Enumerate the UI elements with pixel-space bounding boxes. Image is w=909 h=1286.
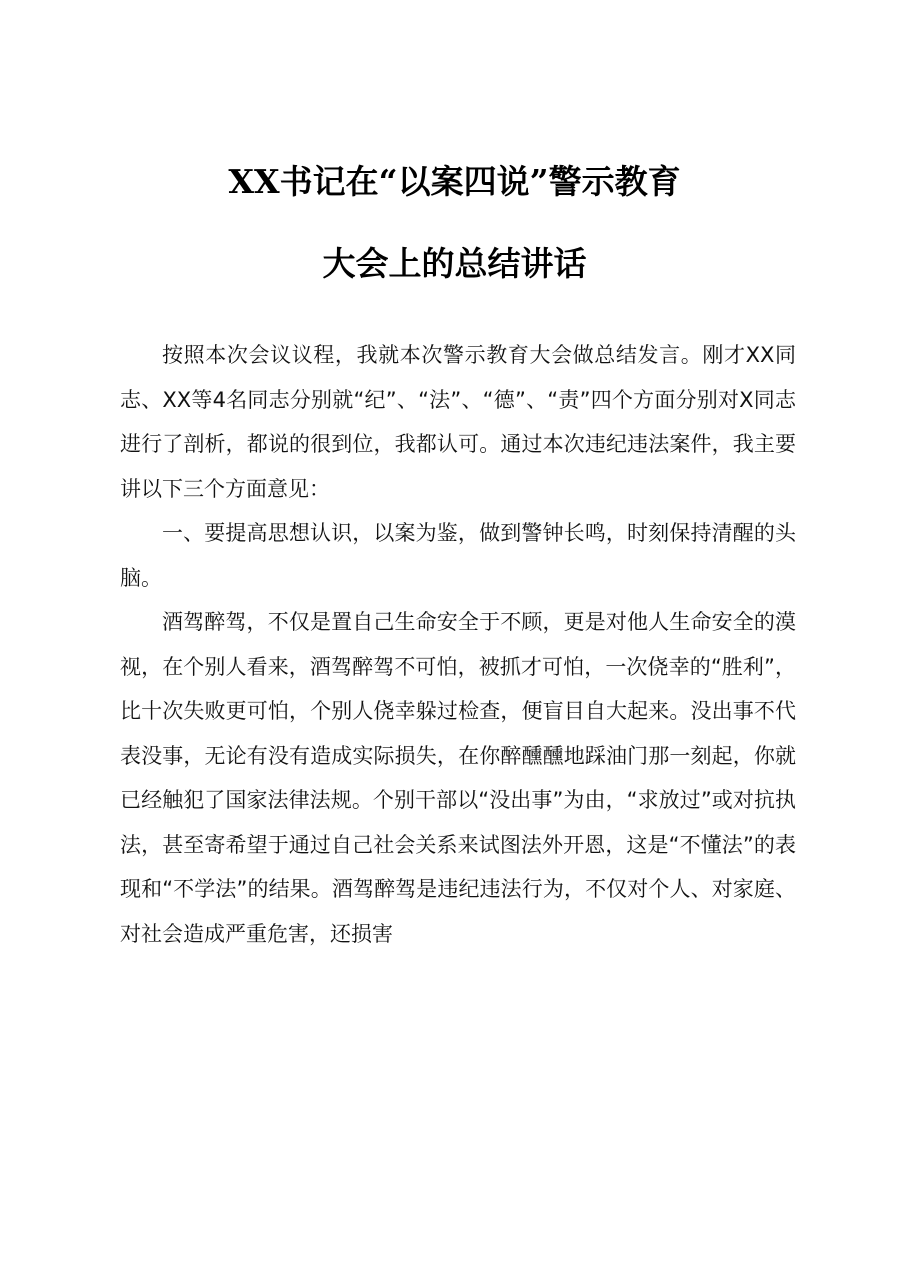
paragraph-intro: 按照本次会议议程，我就本次警示教育大会做总结发言。刚才XX同志、XX等4名同志分别就“纪”、“法”、“德”、“责”四个方面分别对X同志进行了剖析，都说的很到位，我都认可。通过本次违纪违法案件，我主要讲以下三个方面意见： [120,343,796,501]
paragraph-drunk-driving: 酒驾醉驾，不仅是置自己生命安全于不顾，更是对他人生命安全的漠视，在个别人看来，酒驾醉驾不可怕，被抓才可怕，一次侥幸的“胜利”，比十次失败更可怕，个别人侥幸躲过检查，便盲目自大起来。没出事不代表没事，无论有没有造成实际损失，在你醉醺醺地踩油门那一刻起，你就已经触犯了国家法律法规。个别干部以“没出事”为由，“求放过”或对抗执法，甚至寄希望于通过自己社会关系来试图法外开恩，这是“不懂法”的表现和“不学法”的结果。酒驾醉驾是违纪违法行为，不仅对个人、对家庭、对社会造成严重危害，还损害 [120,610,796,946]
document-title-line-2: 大会上的总结讲话 [322,244,587,283]
document-title-line-1: XX书记在“以案四说”警示教育 [228,162,681,201]
document-body [120,333,796,956]
paragraph-section-heading-1: 一、要提高思想认识，以案为鉴，做到警钟长鸣，时刻保持清醒的头脑。 [120,521,796,590]
